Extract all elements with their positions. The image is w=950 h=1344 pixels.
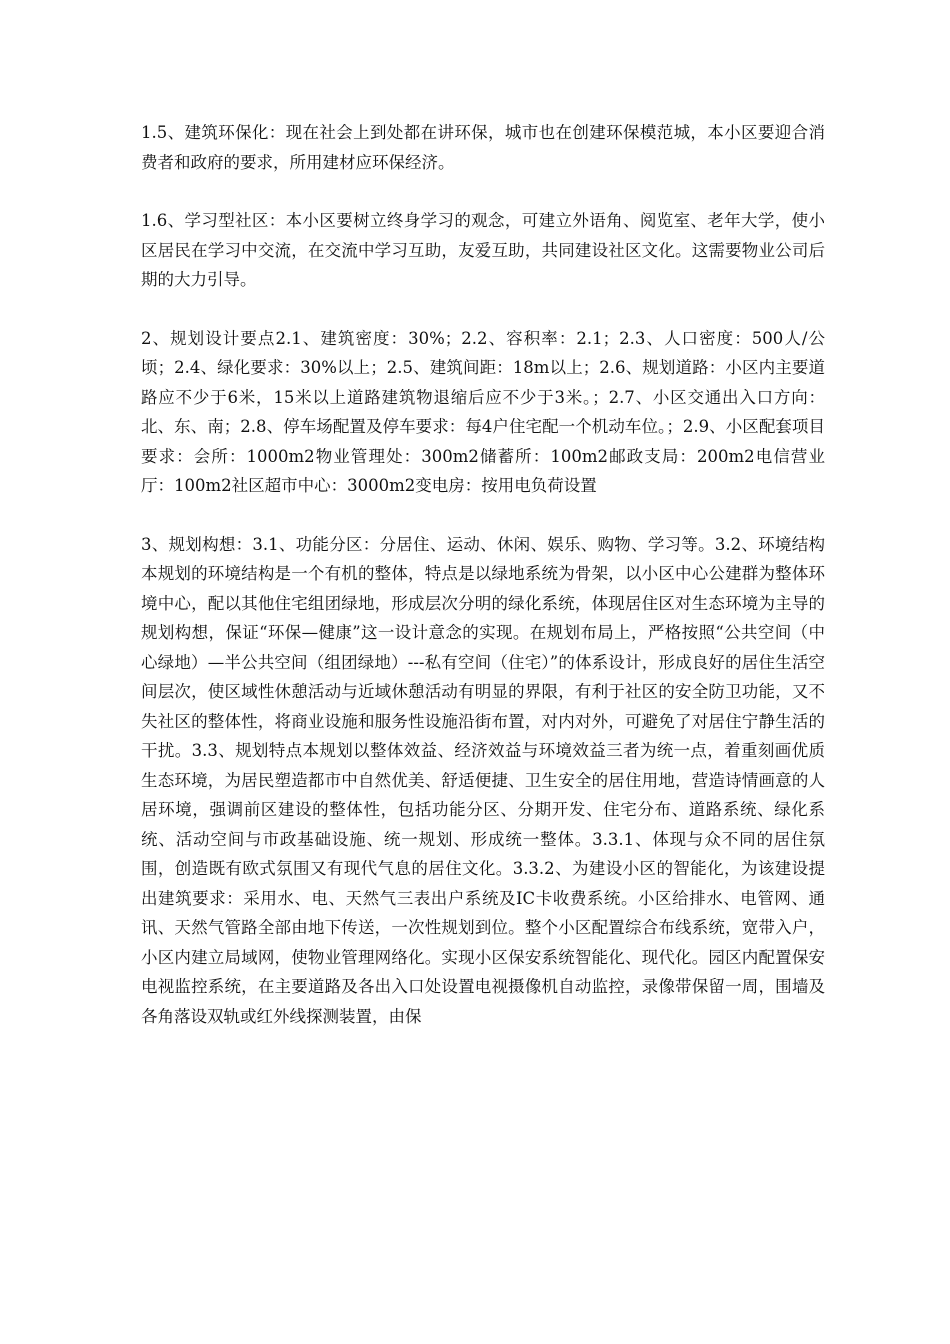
paragraph-2-planning-points: 2、规划设计要点2.1、建筑密度：30%；2.2、容积率：2.1；2.3、人口密度：500人/公顷；2.4、绿化要求：30%以上；2.5、建筑间距：18m以上；2.6、规划道路：小区内主要道路应不少于6米，15米以上道路建筑物退缩后应不少于3米。；2.7、小区交通出入口方向：北、东、南；2.8、停车场配置及停车要求：每4户住宅配一个机动车位。；2.9、小区配套项目要求：会所：1000m2物业管理处：300m2储蓄所：100m2邮政支局：200m2电信营业厅：100m2社区超市中心：3000m2变电房：按用电负荷设置 — [141, 328, 825, 495]
paragraph-1-5-environmental: 1.5、建筑环保化：现在社会上到处都在讲环保，城市也在创建环保模范城，本小区要迎合消费者和政府的要求，所用建材应环保经济。 — [141, 123, 825, 172]
document-page — [141, 118, 825, 1060]
paragraph-1-6-learning-community: 1.6、学习型社区：本小区要树立终身学习的观念，可建立外语角、阅览室、老年大学，使小区居民在学习中交流，在交流中学习互助，友爱互助，共同建设社区文化。这需要物业公司后期的大力引导。 — [141, 211, 825, 289]
paragraph-3-planning-concept: 3、规划构想：3.1、功能分区：分居住、运动、休闲、娱乐、购物、学习等。3.2、环境结构本规划的环境结构是一个有机的整体，特点是以绿地系统为骨架，以小区中心公建群为整体环境中心，配以其他住宅组团绿地，形成层次分明的绿化系统，体现居住区对生态环境为主导的规划构想，保证“环保—健康”这一设计意念的实现。在规划布局上，严格按照“公共空间（中心绿地）—半公共空间（组团绿地）---私有空间（住宅）”的体系设计，形成良好的居住生活空间层次，使区域性休憩活动与近域休憩活动有明显的界限，有利于社区的安全防卫功能，又不失社区的整体性，将商业设施和服务性设施沿街布置，对内对外，可避免了对居住宁静生活的干扰。3.3、规划特点本规划以整体效益、经济效益与环境效益三者为统一点，着重刻画优质生态环境，为居民塑造都市中自然优美、舒适便捷、卫生安全的居住用地，营造诗情画意的人居环境，强调前区建设的整体性，包括功能分区、分期开发、住宅分布、道路系统、绿化系统、活动空间与市政基础设施、统一规划、形成统一整体。3.3.1、体现与众不同的居住氛围，创造既有欧式氛围又有现代气息的居住文化。3.3.2、为建设小区的智能化，为该建设提出建筑要求：采用水、电、天然气三表出户系统及IC卡收费系统。小区给排水、电管网、通讯、天然气管路全部由地下传送，一次性规划到位。整个小区配置综合布线系统，宽带入户，小区内建立局域网，使物业管理网络化。实现小区保安系统智能化、现代化。园区内配置保安电视监控系统，在主要道路及各出入口处设置电视摄像机自动监控，录像带保留一周，围墙及各角落设双轨或红外线探测装置，由保 — [141, 534, 825, 1026]
